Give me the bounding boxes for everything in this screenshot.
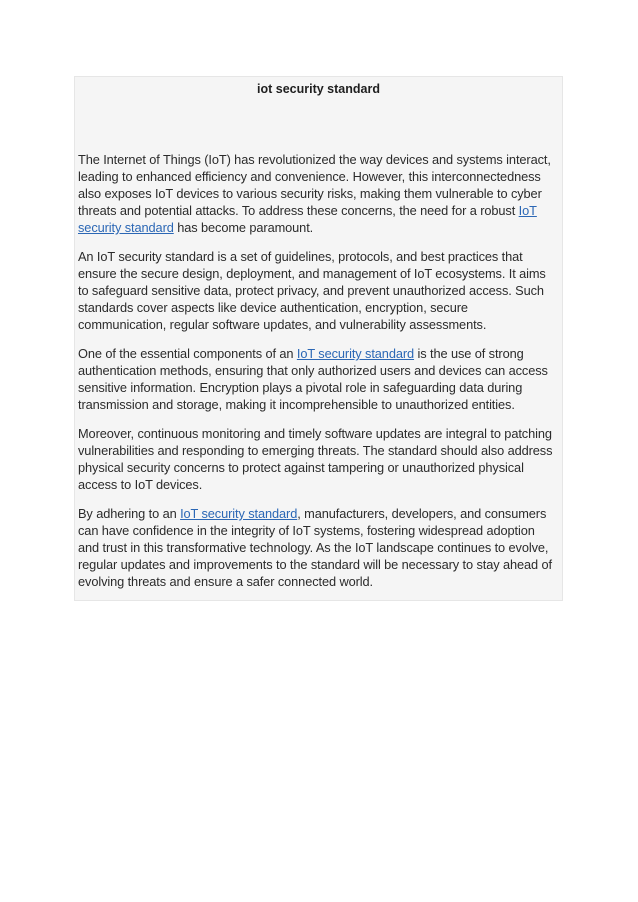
paragraph-text: , manufacturers, developers, and consumers can have confidence in the integrity of IoT systems, fostering widespread adoption and trust in this transformative technology. As the IoT landscape continues to evolve, regular updates and improvements to the standard will be necessary to stay ahead of evolving threats and ensure a safer connected world.	[78, 506, 552, 589]
iot-security-standard-link[interactable]: IoT security standard	[180, 506, 298, 521]
paragraph-text: By adhering to an	[78, 506, 181, 521]
paragraph-conclusion	[78, 505, 559, 590]
article-container	[74, 76, 563, 601]
paragraph-text: has become paramount.	[173, 220, 314, 235]
paragraph-intro	[78, 151, 559, 236]
article-body	[78, 151, 559, 590]
paragraph-text: One of the essential components of an	[78, 346, 297, 361]
paragraph-text: is the use of strong authentication methods, ensuring that only authorized users and devices can access sensitive information. Encryption plays a pivotal role in safeguarding data during transmission and storage, making it incomprehensible to unauthorized entities.	[78, 346, 548, 412]
paragraph-monitoring: Moreover, continuous monitoring and timely software updates are integral to patching vulnerabilities and responding to emerging threats. The standard should also address physical security concerns to protect against tampering or unauthorized physical access to IoT devices.	[78, 426, 553, 492]
paragraph-text: The Internet of Things (IoT) has revolutionized the way devices and systems interact, leading to enhanced efficiency and convenience. However, this interconnectedness also exposes IoT devices to various security risks, making them vulnerable to cyber threats and potential attacks. To address these concerns, the need for a robust	[78, 152, 551, 218]
paragraph-definition: An IoT security standard is a set of guidelines, protocols, and best practices that ensure the secure design, deployment, and management of IoT ecosystems. It aims to safeguard sensitive data, protect privacy, and prevent unauthorized access. Such standards cover aspects like device authentication, encryption, secure communication, regular software updates, and vulnerability assessments.	[78, 249, 546, 332]
iot-security-standard-link[interactable]: IoT security standard	[296, 346, 415, 361]
document-title: iot security standard	[257, 82, 380, 96]
iot-security-standard-link[interactable]: IoT security standard	[78, 203, 537, 235]
paragraph-authentication	[78, 345, 559, 413]
